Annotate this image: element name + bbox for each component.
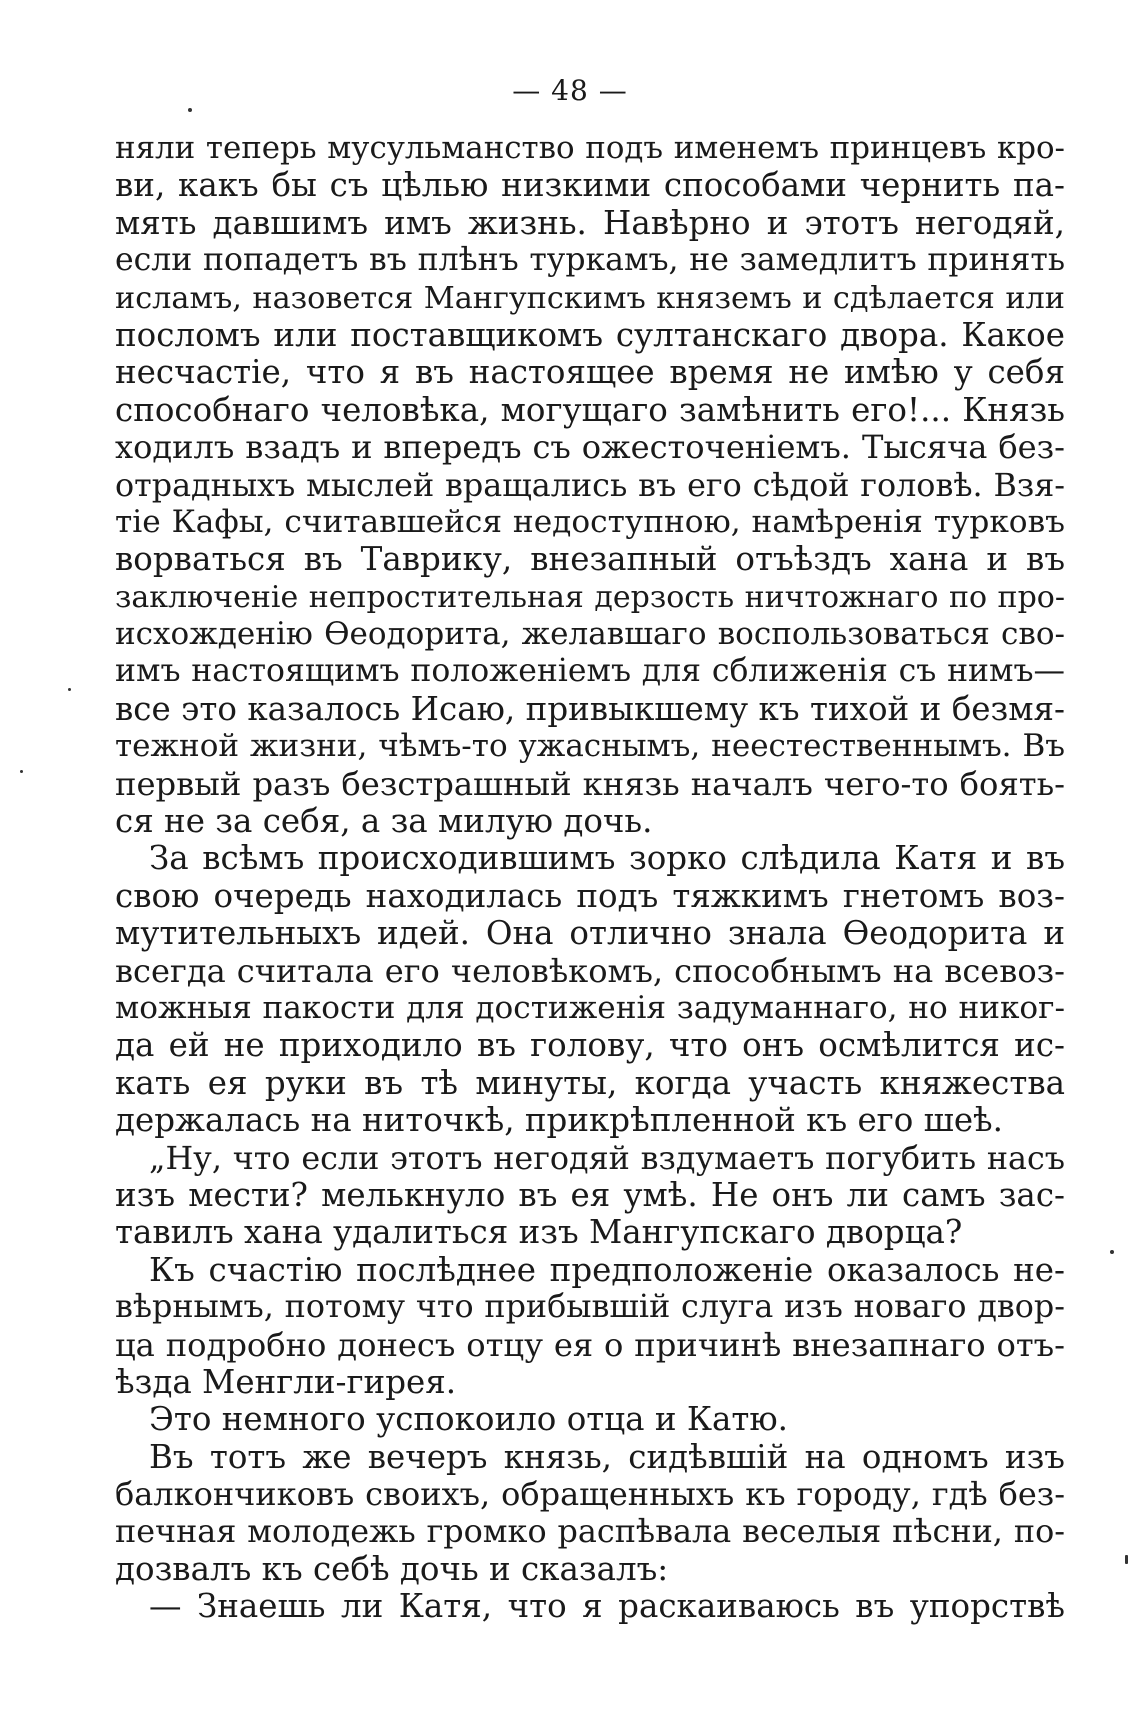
text-line: если попадетъ въ плѣнъ туркамъ, не замедлитъ принять [115, 242, 1065, 279]
text-line: можныя пакости для достиженія задуманнаго, но никог- [115, 989, 1065, 1026]
text-line: первый разъ безстрашный князь началъ чего-то боять- [115, 764, 1065, 803]
text-line: тавилъ хана удалиться изъ Мангупскаго дворца? [115, 1213, 963, 1252]
body-text [115, 130, 1065, 1626]
scan-speck [20, 770, 23, 773]
text-line: „Ну, что если этотъ негодяй вздумаетъ погубить насъ [149, 1139, 1065, 1177]
text-line: ви, какъ бы съ цѣлью низкими способами чернить па- [115, 166, 1065, 205]
page-number: — 48 — [512, 74, 628, 107]
text-line: Это немного успокоило отца и Катю. [149, 1400, 788, 1439]
text-line: заключеніе непростительная дерзость ничтожнаго по про- [115, 579, 1065, 615]
text-line: няли теперь мусульманство подъ именемъ принцевъ кро- [115, 130, 1065, 166]
text-line: имъ настоящимъ положеніемъ для сближенія съ нимъ— [115, 653, 1065, 690]
text-line: дозвалъ къ себѣ дочь и сказалъ: [115, 1549, 669, 1588]
text-line: ца подробно донесъ отцу ея о причинѣ внезапнаго отъ- [115, 1325, 1065, 1364]
scan-speck [1125, 1555, 1128, 1564]
text-line: печная молодежь громко распѣвала веселыя пѣсни, по- [115, 1512, 1065, 1551]
text-line: ворваться въ Таврику, внезапный отъѣздъ хана и въ [115, 540, 1065, 579]
text-line: За всѣмъ происходившимъ зорко слѣдила Катя и въ [149, 839, 1065, 878]
text-line: исламъ, назовется Мангупскимъ княземъ и сдѣлается или [115, 280, 1065, 316]
text-line: тежной жизни, чѣмъ-то ужаснымъ, неестественнымъ. Въ [115, 728, 1065, 765]
text-line: способнаго человѣка, могущаго замѣнить его!... Князь [115, 390, 1065, 429]
text-line: свою очередь находилась подъ тяжкимъ гнетомъ воз- [115, 876, 1065, 915]
text-line: посломъ или поставщикомъ султанскаго двора. Какое [115, 315, 1065, 354]
text-line: всегда считала его человѣкомъ, способнымъ на всевоз- [115, 951, 1065, 990]
scan-speck [1110, 1250, 1114, 1254]
text-line: да ей не приходило въ голову, что онъ осмѣлится ис- [115, 1026, 1065, 1065]
text-line: держалась на ниточкѣ, прикрѣпленной къ его шеѣ. [115, 1101, 1003, 1140]
scan-speck [68, 688, 71, 691]
text-line: ѣзда Менгли-гирея. [115, 1362, 457, 1401]
text-line: тіе Кафы, считавшейся недоступною, намѣренія турковъ [115, 503, 1065, 540]
text-line: все это казалось Исаю, привыкшему къ тихой и безмя- [115, 689, 1065, 728]
text-line: несчастіе, что я въ настоящее время не имѣю у себя [115, 353, 1065, 392]
text-line: исхожденію Ѳеодорита, желавшаго воспользоваться сво- [115, 616, 1065, 653]
text-line: Къ счастію послѣднее предположеніе оказалось не- [149, 1250, 1065, 1289]
text-line: ся не за себя, а за милую дочь. [115, 802, 653, 841]
text-line: кать ея руки въ тѣ минуты, когда участь княжества [115, 1063, 1065, 1102]
text-line: мять давшимъ имъ жизнь. Навѣрно и этотъ негодяй, [115, 203, 1065, 242]
text-line: ходилъ взадъ и впередъ съ ожесточеніемъ. Тысяча без- [115, 428, 1065, 467]
text-line: изъ мести? мелькнуло въ ея умѣ. Не онъ ли самъ зас- [115, 1175, 1065, 1214]
text-line: Въ тотъ же вечеръ князь, сидѣвшій на одномъ изъ [149, 1437, 1065, 1476]
text-line: отрадныхъ мыслей вращались въ его сѣдой головѣ. Взя- [115, 465, 1065, 504]
text-line: мутительныхъ идей. Она отлично знала Ѳеодорита и [115, 914, 1065, 953]
text-line: вѣрнымъ, потому что прибывшій слуга изъ новаго двор- [115, 1289, 1065, 1326]
scan-speck [188, 108, 192, 112]
text-line: балкончиковъ своихъ, обращенныхъ къ городу, гдѣ без- [115, 1475, 1065, 1514]
text-line: — Знаешь ли Катя, что я раскаиваюсь въ упорствѣ [149, 1587, 1065, 1626]
